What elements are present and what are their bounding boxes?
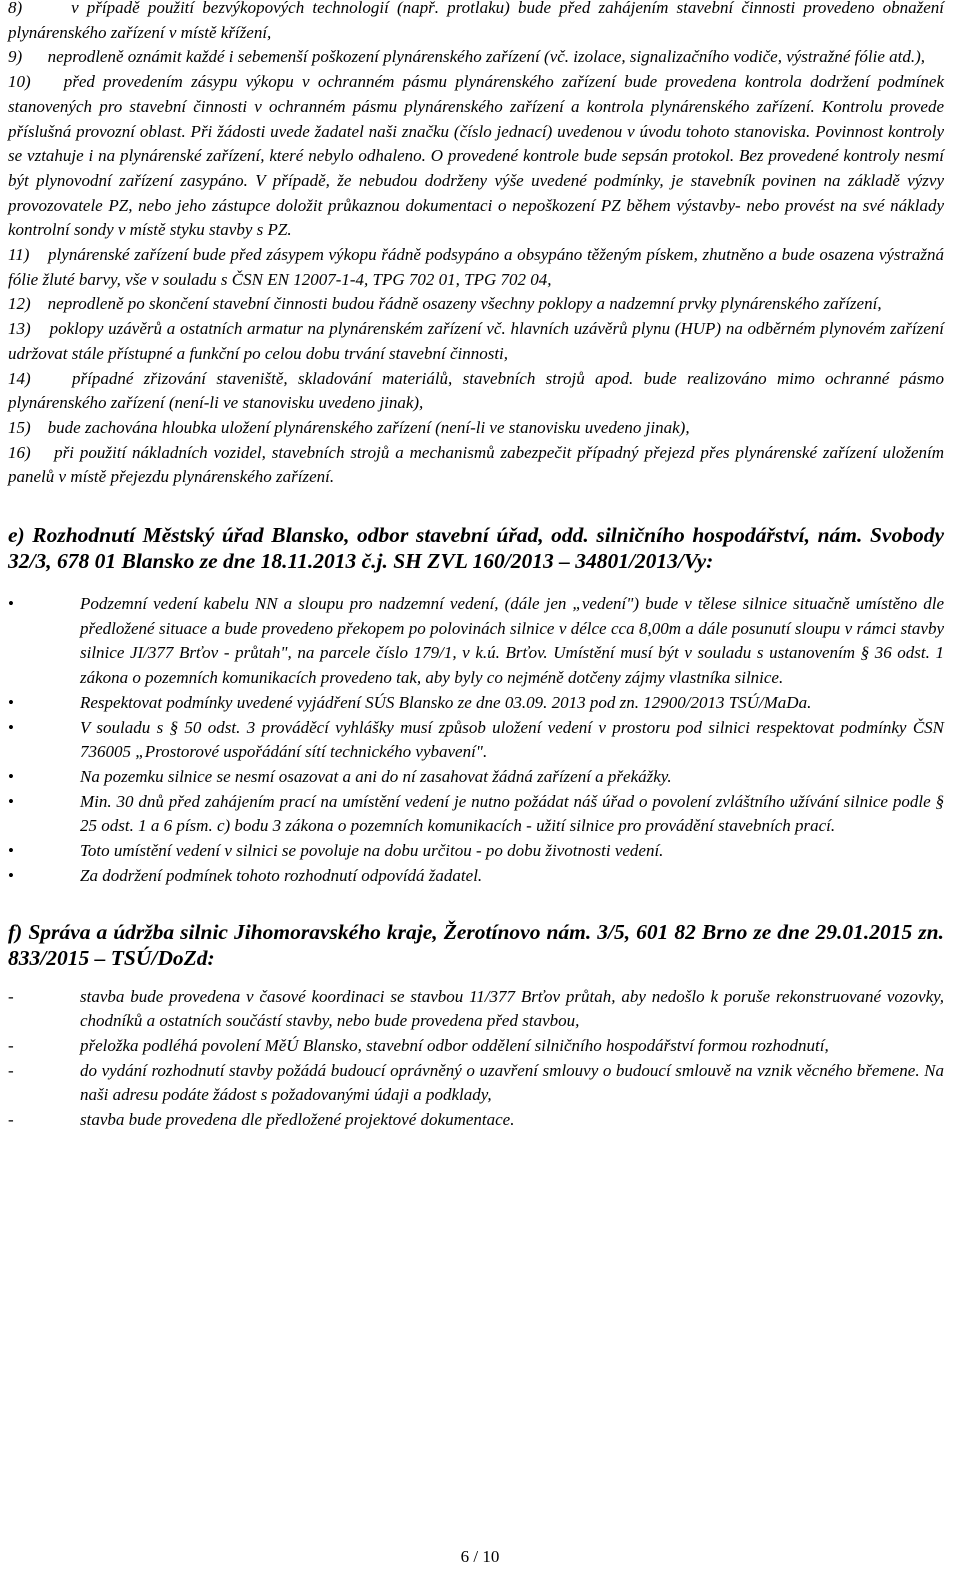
document-page [8, 0, 944, 1133]
section-e-heading: e) Rozhodnutí Městský úřad Blansko, odbor stavební úřad, odd. silničního hospodářství, nám. Svobody 32/3, 678 01 Blansko ze dne 18.11.2013 č.j. SH ZVL 160/2013 – 34801/2013/Vy: [8, 523, 944, 574]
bullet-icon: • [8, 766, 14, 786]
condition-9: 9) neprodleně oznámit každé i sebemenší poškození plynárenského zařízení (vč. izolace, signalizačního vodiče, výstražné fólie atd.), [8, 47, 926, 67]
bullet-icon: • [8, 594, 14, 614]
numbered-conditions [8, 0, 944, 490]
dash-icon: - [8, 1035, 14, 1055]
bullet-icon: • [8, 865, 14, 885]
list-item: • Min. 30 dnů před zahájením prací na umístění vedení je nutno požádat náš úřad o povolení zvláštního užívání silnice podle § 25 odst. 1 a 6 písm. c) bodu 3 zákona o pozemních komunikacích - užití silnice pro provádění stavebních prací. [8, 791, 944, 836]
list-item: - do vydání rozhodnutí stavby požádá budoucí oprávněný o uzavření smlouvy o budoucí smlouvě na vznik věcného břemene. Na naši adresu podáte žádost s požadovanými údaji a podklady, [8, 1060, 944, 1105]
section-e-list [8, 592, 944, 888]
condition-16: 16) při použití nákladních vozidel, stavebních strojů a mechanismů zabezpečit případný přejezd přes plynárenské zařízení uložením panelů v místě přejezdu plynárenského zařízení. [8, 442, 944, 487]
bullet-icon: • [8, 841, 14, 861]
dash-icon: - [8, 1060, 14, 1080]
list-item: • Za dodržení podmínek tohoto rozhodnutí odpovídá žadatel. [8, 864, 944, 889]
condition-10: 10) před provedením zásypu výkopu v ochranném pásmu plynárenského zařízení bude provedena kontrola dodržení podmínek stanovených pro stavební činnosti v ochranném pásmu plynárenského zařízení a kontrola plynárenského zařízení. Kontrolu provede příslušná provozní oblast. Při žádosti uvede žadatel naši značku (číslo jednací) uvedenou v úvodu tohoto stanoviska. Povinnost kontroly se vztahuje i na plynárenské zařízení, které nebylo odhaleno. O provedené kontrole bude sepsán protokol. Bez provedené kontroly nesmí být plynovodní zařízení zasypáno. V případě, že nebudou dodrženy výše uvedené podmínky, je stavebník povinen na základě výzvy provozovatele PZ, nebo jeho zástupce doložit průkaznou dokumentaci o nepoškození PZ během výstavby- nebo provést na své náklady kontrolní sondy v místě styku stavby s PZ. [8, 72, 944, 240]
list-item: • V souladu s § 50 odst. 3 prováděcí vyhlášky musí způsob uložení vedení v prostoru pod silnici respektovat podmínky ČSN 736005 „Prostorové uspořádání sítí technického vybavení". [8, 717, 944, 762]
section-f-heading: f) Správa a údržba silnic Jihomoravského kraje, Žerotínovo nám. 3/5, 601 82 Brno ze dne 29.01.2015 zn. 833/2015 – TSÚ/DoZd: [8, 919, 944, 970]
condition-12: 12) neprodleně po skončení stavební činnosti budou řádně osazeny všechny poklopy a nadzemní prvky plynárenského zařízení, [8, 294, 882, 314]
condition-14: 14) případné zřizování staveniště, skladování materiálů, stavebních strojů apod. bude realizováno mimo ochranné pásmo plynárenského zařízení (není-li ve stanovisku uvedeno jinak), [8, 368, 944, 413]
section-f-list [8, 985, 944, 1133]
list-item: • Toto umístění vedení v silnici se povoluje na dobu určitou - po dobu životnosti vedení. [8, 839, 944, 864]
bullet-icon: • [8, 717, 14, 737]
condition-11: 11) plynárenské zařízení bude před zásypem výkopu řádně podsypáno a obsypáno těženým pískem, zhutněno a bude osazena výstražná fólie žluté barvy, vše v souladu s ČSN EN 12007-1-4, TPG 702 01, TPG 702 04, [8, 245, 944, 289]
list-item: - přeložka podléhá povolení MěÚ Blansko, stavební odbor oddělení silničního hospodářství formou rozhodnutí, [8, 1034, 944, 1059]
list-item: • Na pozemku silnice se nesmí osazovat a ani do ní zasahovat žádná zařízení a překážky. [8, 765, 944, 790]
list-item: • Podzemní vedení kabelu NN a sloupu pro nadzemní vedení, (dále jen „vedení") bude v tělese silnice situačně umístěno dle předložené situace a bude provedeno překopem po polovinách silnice v délce cca 8,00m a dále posunutí sloupu v rámci stavby silnice JI/377 Brťov - průtah", na parcele číslo 179/1, v k.ú. Brťov. Umístění musí být v souladu s ustanovením § 36 odst. 1 zákona o pozemních komunikacích provedeno tak, aby byly co nejméně dotčeny zájmy vlastníka silnice. [8, 594, 944, 688]
bullet-icon: • [8, 791, 14, 811]
condition-13: 13) poklopy uzávěrů a ostatních armatur na plynárenském zařízení vč. hlavních uzávěrů plynu (HUP) na odběrném plynovém zařízení udržovat stále přístupné a funkční po celou dobu trvání stavební činnosti, [8, 319, 944, 363]
list-item: - stavba bude provedena v časové koordinaci se stavbou 11/377 Brťov průtah, aby nedošlo k poruše rekonstruované vozovky, chodníků a ostatních součástí stavby, nebo bude provedena před stavbou, [8, 986, 944, 1031]
page-number: 6 / 10 [460, 1547, 500, 1566]
condition-15: 15) bude zachována hloubka uložení plynárenského zařízení (není-li ve stanovisku uvedeno jinak), [8, 417, 690, 437]
list-item: • Respektovat podmínky uvedené vyjádření SÚS Blansko ze dne 03.09. 2013 pod zn. 12900/2013 TSÚ/MaDa. [8, 691, 944, 716]
list-item: - stavba bude provedena dle předložené projektové dokumentace. [8, 1108, 944, 1133]
condition-8: 8) v případě použití bezvýkopových technologií (např. protlaku) bude před zahájením stavební činnosti provedeno obnažení plynárenského zařízení v místě křížení, [8, 0, 944, 42]
bullet-icon: • [8, 692, 14, 712]
dash-icon: - [8, 986, 14, 1006]
dash-icon: - [8, 1110, 14, 1130]
